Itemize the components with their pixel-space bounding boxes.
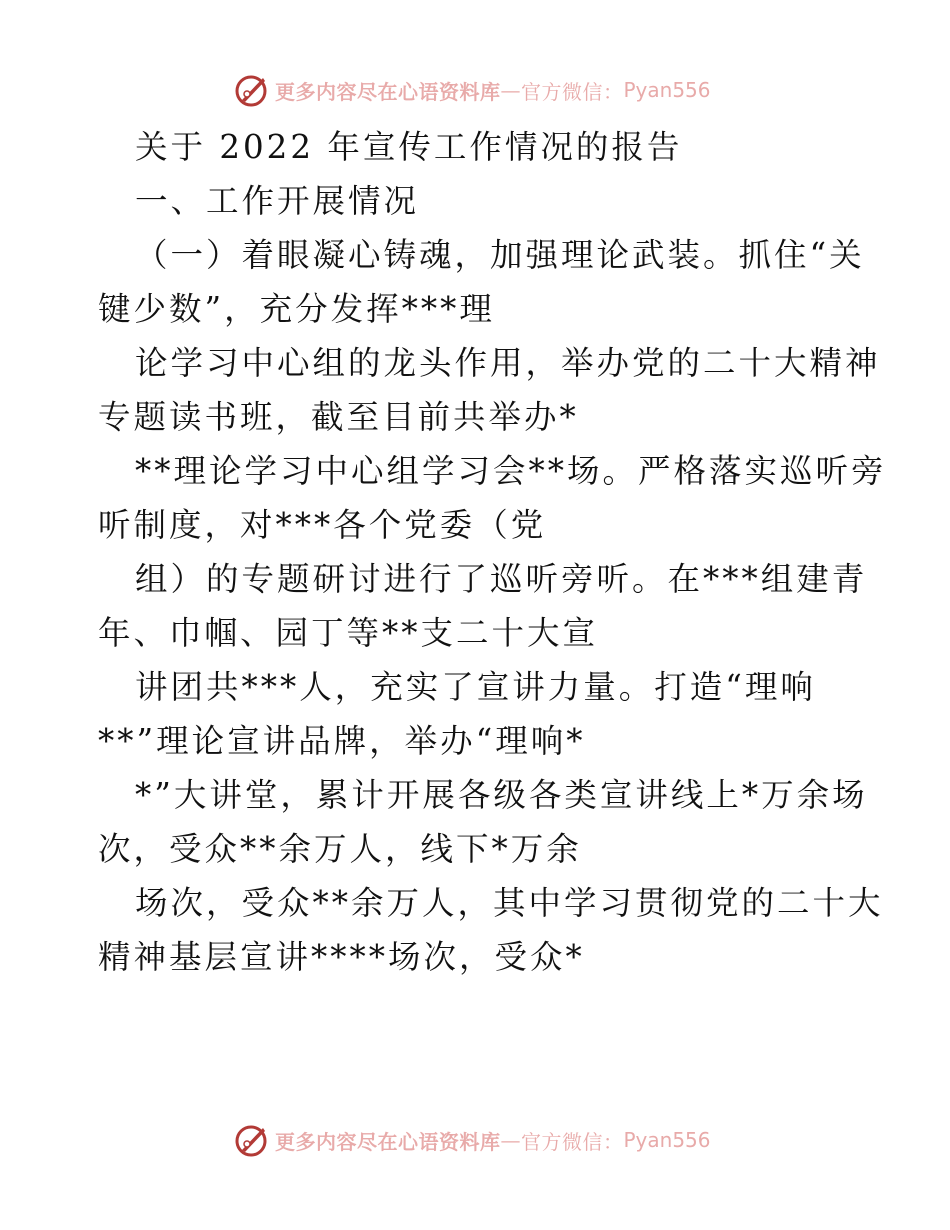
paragraph-line: （一）着眼凝心铸魂，加强理论武装。抓住“关	[135, 236, 865, 274]
wechat-label: 官方微信：	[521, 1129, 624, 1154]
wechat-id: Pyan556	[623, 1128, 711, 1152]
paragraph-line: 次，受众**余万人，线下*万余	[98, 830, 582, 868]
paragraph-line: 论学习中心组的龙头作用，举办党的二十大精神	[135, 344, 881, 382]
footer-watermark-banner	[233, 1120, 711, 1160]
paragraph-line: 年、巾帼、园丁等**支二十大宣	[98, 614, 599, 652]
paragraph-line: 键少数”，充分发挥***理	[98, 290, 495, 328]
document-body	[98, 120, 887, 984]
paragraph-line: 场次，受众**余万人，其中学习贯彻党的二十大	[135, 884, 884, 922]
banner-dash: —	[500, 78, 521, 102]
wechat-label: 官方微信：	[521, 79, 624, 104]
paragraph-line: 专题读书班，截至目前共举办*	[98, 398, 579, 436]
paragraph-line: 精神基层宣讲****场次，受众*	[98, 938, 585, 976]
promo-text: 更多内容尽在心语资料库	[275, 1129, 501, 1154]
wechat-id: Pyan556	[623, 78, 711, 102]
document-title: 关于 2022 年宣传工作情况的报告	[135, 128, 683, 166]
paragraph-line: 讲团共***人，充实了宣讲力量。打造“理响	[135, 668, 816, 706]
promo-text: 更多内容尽在心语资料库	[275, 79, 501, 104]
paragraph-line: 听制度，对***各个党委（党	[98, 506, 547, 544]
quill-pen-logo-icon	[233, 1122, 269, 1158]
paragraph-line: **”理论宣讲品牌，举办“理响*	[98, 722, 586, 760]
paragraph-line: 组）的专题研讨进行了巡听旁听。在***组建青	[135, 560, 868, 598]
paragraph-line: **理论学习中心组学习会**场。严格落实巡听旁	[135, 452, 887, 490]
quill-pen-logo-icon	[233, 72, 269, 108]
section-heading: 一、工作开展情况	[135, 182, 420, 220]
paragraph-line: *”大讲堂，累计开展各级各类宣讲线上*万余场	[135, 776, 868, 814]
header-watermark-banner	[233, 70, 711, 110]
banner-dash: —	[500, 1128, 521, 1152]
